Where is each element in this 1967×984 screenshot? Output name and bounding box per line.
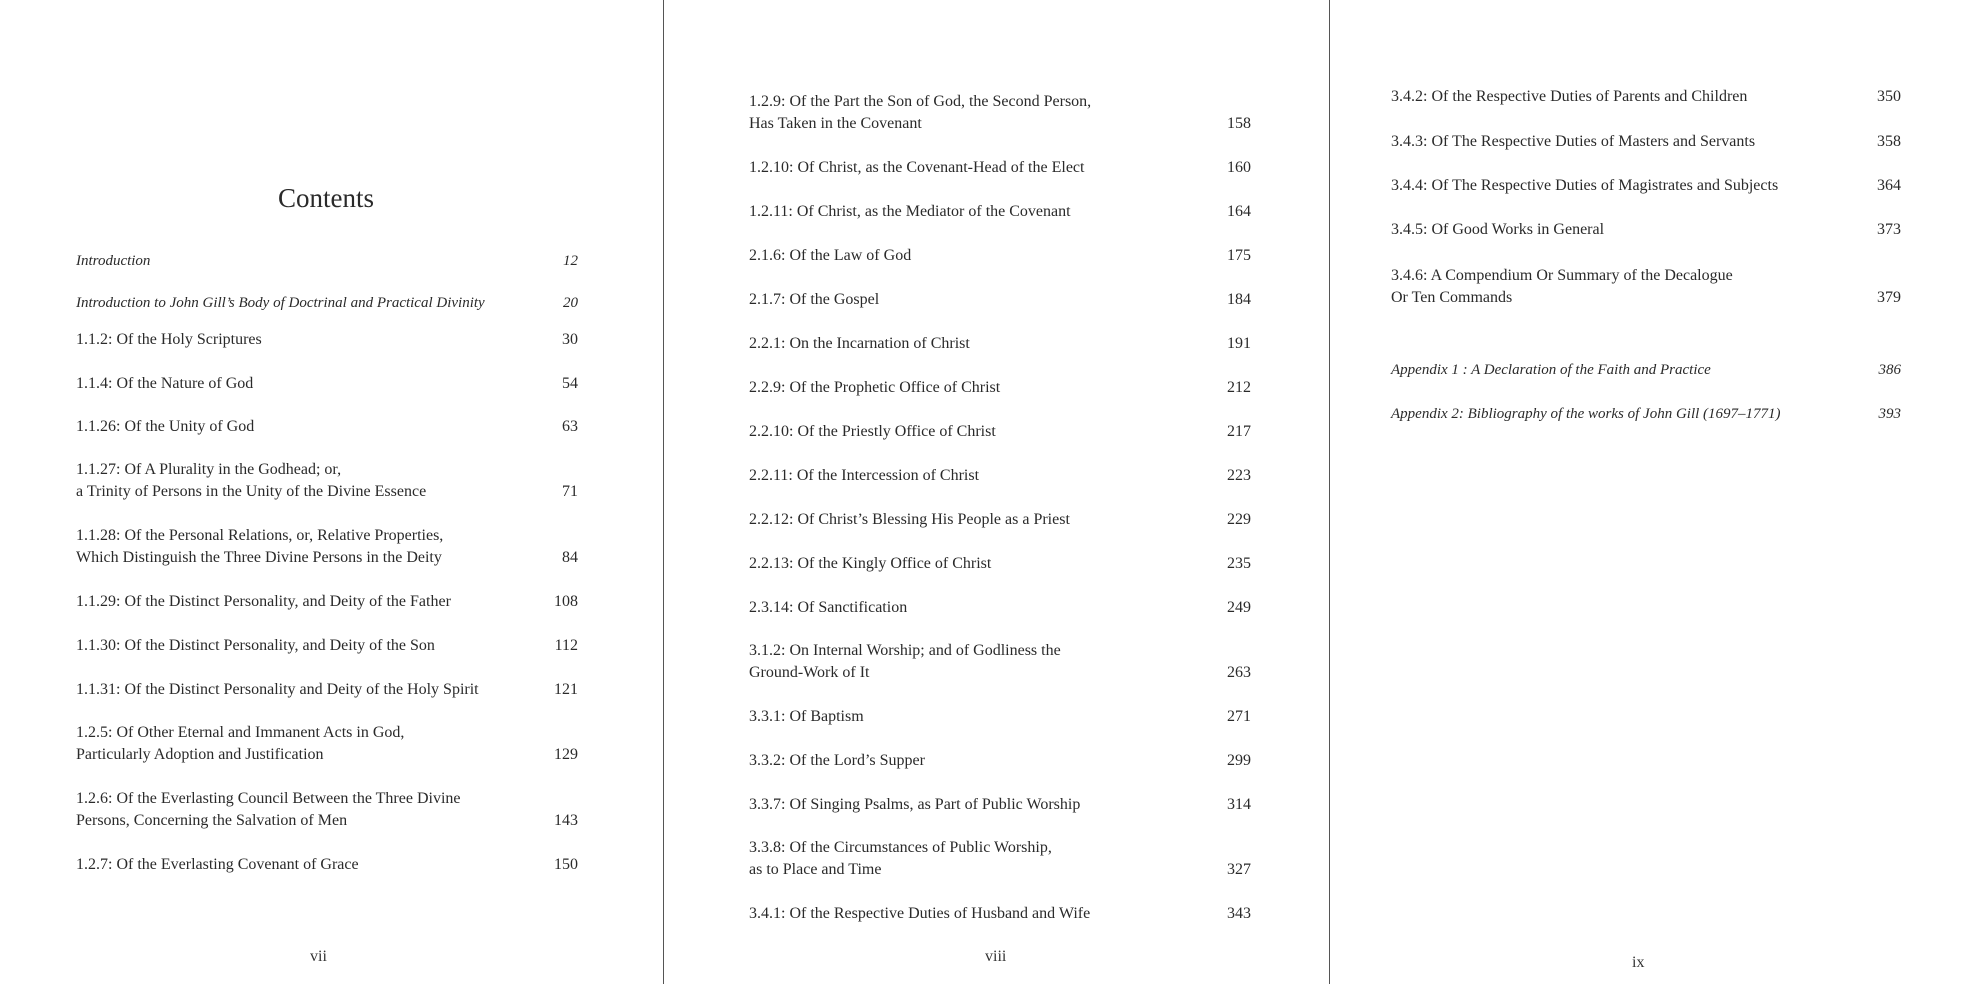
toc-entry-page-number: 112 xyxy=(554,637,578,654)
toc-entry-title-line: 1.2.7: Of the Everlasting Covenant of Grace xyxy=(76,856,359,873)
toc-entry-title-line: 3.4.6: A Compendium Or Summary of the Decalogue xyxy=(1391,267,1733,284)
page-divider xyxy=(663,0,664,984)
toc-entry-title-line: 1.1.27: Of A Plurality in the Godhead; or, xyxy=(76,461,342,478)
toc-entry-page-number: 393 xyxy=(1878,406,1901,422)
toc-entry xyxy=(76,292,578,314)
toc-entry-page-number: 71 xyxy=(562,483,578,500)
toc-entry-title-line: Particularly Adoption and Justification xyxy=(76,746,324,763)
toc-entry-page-number: 143 xyxy=(554,812,578,829)
toc-entry xyxy=(76,679,578,701)
toc-entry xyxy=(749,794,1251,816)
toc-entry-title-line: Ground-Work of It xyxy=(749,664,870,681)
toc-entry-title-line: 2.1.6: Of the Law of God xyxy=(749,247,912,264)
toc-entry xyxy=(1391,219,1901,241)
toc-entry-page-number: 54 xyxy=(562,375,578,392)
toc-entry-page-number: 160 xyxy=(1227,159,1251,176)
toc-entry xyxy=(749,553,1251,575)
toc-entry-page-number: 175 xyxy=(1227,247,1251,264)
toc-entry-title-line: 1.1.26: Of the Unity of God xyxy=(76,418,255,435)
toc-entry xyxy=(76,525,578,569)
toc-entry-page-number: 343 xyxy=(1227,905,1251,922)
toc-entry-page-number: 164 xyxy=(1227,203,1251,220)
toc-entry-title-line: 1.1.30: Of the Distinct Personality, and Deity of the Son xyxy=(76,637,435,654)
toc-entry-title-line: 2.3.14: Of Sanctification xyxy=(749,599,908,616)
toc-entry-title-line: 1.1.2: Of the Holy Scriptures xyxy=(76,331,262,348)
toc-entry-page-number: 379 xyxy=(1877,289,1901,306)
toc-entry-page-number: 271 xyxy=(1227,708,1251,725)
toc-entry-page-number: 212 xyxy=(1227,379,1251,396)
toc-entry-title-line: 1.1.28: Of the Personal Relations, or, Relative Properties, xyxy=(76,527,444,544)
toc-entry-title-line: 1.2.5: Of Other Eternal and Immanent Acts in God, xyxy=(76,724,405,741)
toc-entry-title-line: 3.4.5: Of Good Works in General xyxy=(1391,221,1605,238)
toc-entry-title-line: 2.2.10: Of the Priestly Office of Christ xyxy=(749,423,996,440)
toc-page-ix xyxy=(1330,0,1967,984)
toc-entry xyxy=(76,591,578,613)
toc-entry xyxy=(749,837,1251,881)
toc-entry-title-line: 2.2.9: Of the Prophetic Office of Christ xyxy=(749,379,1001,396)
toc-entry-page-number: 235 xyxy=(1227,555,1251,572)
toc-entry xyxy=(749,640,1251,684)
toc-entry xyxy=(1391,265,1901,309)
toc-entry-page-number: 217 xyxy=(1227,423,1251,440)
toc-entry xyxy=(749,377,1251,399)
toc-entry-title-line: 1.1.29: Of the Distinct Personality, and Deity of the Father xyxy=(76,593,451,610)
toc-entry xyxy=(76,373,578,395)
toc-entry-page-number: 30 xyxy=(562,331,578,348)
toc-entry xyxy=(749,333,1251,355)
toc-entry-title-line: Appendix 2: Bibliography of the works of John Gill (1697–1771) xyxy=(1391,406,1781,422)
toc-entry-title-line: Has Taken in the Covenant xyxy=(749,115,922,132)
toc-entry-title-line: 1.2.9: Of the Part the Son of God, the Second Person, xyxy=(749,93,1092,110)
toc-page-viii xyxy=(665,0,1329,984)
toc-entry-page-number: 84 xyxy=(562,549,578,566)
toc-entry xyxy=(1391,86,1901,108)
toc-entry-title-line: 1.2.10: Of Christ, as the Covenant-Head of the Elect xyxy=(749,159,1085,176)
toc-entry xyxy=(749,201,1251,223)
toc-entry xyxy=(76,722,578,766)
toc-entry-title-line: a Trinity of Persons in the Unity of the Divine Essence xyxy=(76,483,427,500)
toc-entry xyxy=(76,459,578,503)
toc-entry xyxy=(749,750,1251,772)
toc-entry xyxy=(76,416,578,438)
toc-entry xyxy=(749,706,1251,728)
page-number-vii: vii xyxy=(310,948,327,965)
page-number-viii: viii xyxy=(985,948,1007,965)
toc-entry-page-number: 223 xyxy=(1227,467,1251,484)
toc-entry-page-number: 191 xyxy=(1227,335,1251,352)
toc-entry-page-number: 20 xyxy=(563,295,578,311)
toc-entry xyxy=(1391,175,1901,197)
toc-entry xyxy=(749,421,1251,443)
page-number-ix: ix xyxy=(1632,954,1645,971)
toc-entry-page-number: 249 xyxy=(1227,599,1251,616)
toc-entry-title-line: Appendix 1 : A Declaration of the Faith and Practice xyxy=(1391,362,1711,378)
toc-entry-page-number: 299 xyxy=(1227,752,1251,769)
toc-entry-page-number: 350 xyxy=(1877,88,1901,105)
toc-entry xyxy=(1391,131,1901,153)
toc-entry-page-number: 386 xyxy=(1878,362,1901,378)
toc-entry-title-line: 1.1.31: Of the Distinct Personality and Deity of the Holy Spirit xyxy=(76,681,479,698)
toc-entry-title-line: 2.1.7: Of the Gospel xyxy=(749,291,880,308)
toc-entry xyxy=(749,91,1251,135)
toc-entry xyxy=(76,250,578,272)
toc-entry-title-line: Introduction xyxy=(76,253,151,269)
toc-entry-title-line: as to Place and Time xyxy=(749,861,882,878)
toc-entry-page-number: 12 xyxy=(563,253,578,269)
toc-entry-page-number: 158 xyxy=(1227,115,1251,132)
toc-entry xyxy=(76,788,578,832)
contents-title: Contents xyxy=(277,183,374,213)
toc-entry-title-line: 2.2.13: Of the Kingly Office of Christ xyxy=(749,555,992,572)
toc-entry-title-line: 3.3.8: Of the Circumstances of Public Worship, xyxy=(749,839,1052,856)
toc-entry-title-line: 2.2.11: Of the Intercession of Christ xyxy=(749,467,980,484)
toc-entry xyxy=(749,465,1251,487)
toc-entry-page-number: 373 xyxy=(1877,221,1901,238)
toc-entry xyxy=(749,509,1251,531)
toc-entry-title-line: 3.4.4: Of The Respective Duties of Magistrates and Subjects xyxy=(1391,177,1779,194)
toc-entry-title-line: Which Distinguish the Three Divine Persons in the Deity xyxy=(76,549,442,566)
toc-entry-title-line: 3.1.2: On Internal Worship; and of Godliness the xyxy=(749,642,1061,659)
toc-entry-page-number: 229 xyxy=(1227,511,1251,528)
toc-entry-page-number: 314 xyxy=(1227,796,1251,813)
toc-entry-page-number: 63 xyxy=(562,418,578,435)
toc-entry-title-line: 3.3.2: Of the Lord’s Supper xyxy=(749,752,925,769)
toc-entry xyxy=(1391,359,1901,381)
toc-entry xyxy=(749,157,1251,179)
toc-entry-title-line: 3.3.1: Of Baptism xyxy=(749,708,864,725)
toc-entry xyxy=(76,854,578,876)
toc-entry-title-line: 1.2.11: Of Christ, as the Mediator of the Covenant xyxy=(749,203,1071,220)
toc-entry-page-number: 327 xyxy=(1227,861,1251,878)
toc-entry-title-line: 1.1.4: Of the Nature of God xyxy=(76,375,254,392)
toc-entry xyxy=(76,635,578,657)
toc-entry-title-line: 1.2.6: Of the Everlasting Council Between the Three Divine xyxy=(76,790,461,807)
toc-entry-title-line: 2.2.1: On the Incarnation of Christ xyxy=(749,335,970,352)
toc-entry-page-number: 150 xyxy=(554,856,578,873)
toc-entry xyxy=(749,245,1251,267)
toc-entry-page-number: 121 xyxy=(554,681,578,698)
toc-entry-page-number: 364 xyxy=(1877,177,1901,194)
toc-entry-page-number: 263 xyxy=(1227,664,1251,681)
toc-entry-title-line: Persons, Concerning the Salvation of Men xyxy=(76,812,348,829)
toc-entry-page-number: 184 xyxy=(1227,291,1251,308)
toc-page-vii xyxy=(0,0,664,984)
page-divider xyxy=(1329,0,1330,984)
toc-entry-page-number: 108 xyxy=(554,593,578,610)
toc-entry-title-line: 2.2.12: Of Christ’s Blessing His People as a Priest xyxy=(749,511,1070,528)
toc-entry-title-line: Or Ten Commands xyxy=(1391,289,1513,306)
toc-entry-title-line: 3.4.1: Of the Respective Duties of Husband and Wife xyxy=(749,905,1091,922)
toc-entry-page-number: 358 xyxy=(1877,133,1901,150)
toc-entry-title-line: 3.4.2: Of the Respective Duties of Parents and Children xyxy=(1391,88,1748,105)
toc-entry-title-line: Introduction to John Gill’s Body of Doctrinal and Practical Divinity xyxy=(76,295,485,311)
toc-entry xyxy=(76,329,578,351)
toc-entry-title-line: 3.3.7: Of Singing Psalms, as Part of Public Worship xyxy=(749,796,1081,813)
toc-entry xyxy=(749,289,1251,311)
toc-entry xyxy=(749,597,1251,619)
toc-entry xyxy=(1391,403,1901,425)
toc-entry xyxy=(749,903,1251,925)
toc-entry-page-number: 129 xyxy=(554,746,578,763)
toc-entry-title-line: 3.4.3: Of The Respective Duties of Masters and Servants xyxy=(1391,133,1756,150)
